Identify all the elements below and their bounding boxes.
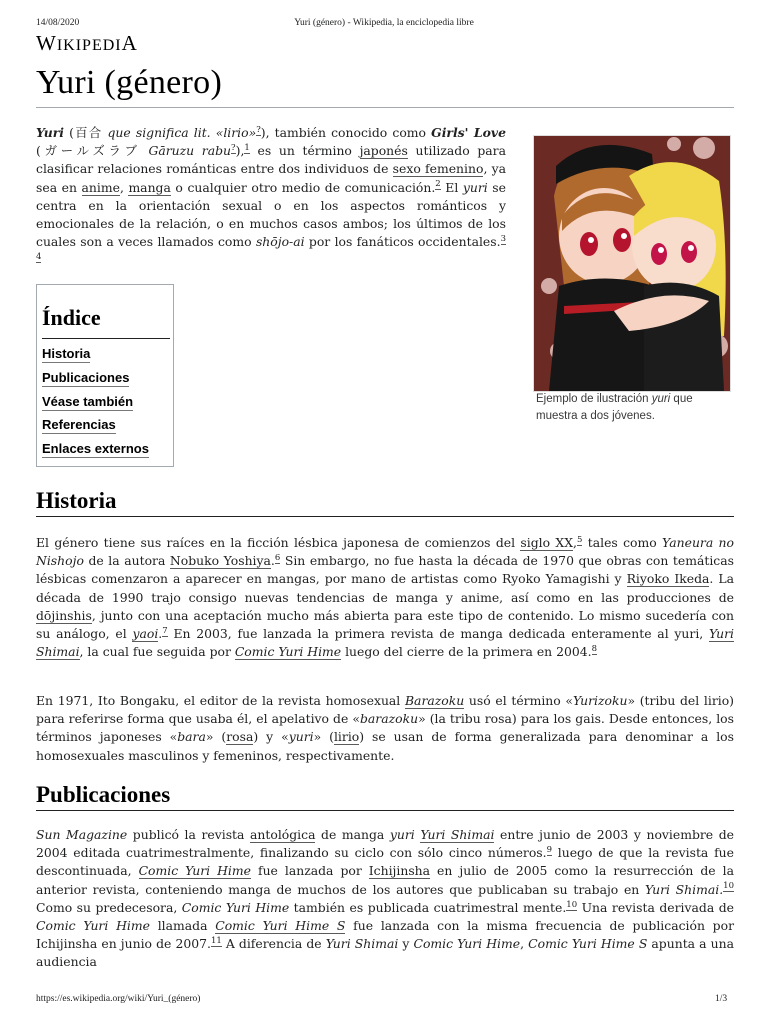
- heading-publicaciones: Publicaciones: [36, 782, 171, 807]
- logo-letter-a: A: [121, 31, 138, 55]
- toc-divider: [42, 338, 170, 339]
- toc-item-publicaciones[interactable]: Publicaciones: [42, 370, 130, 385]
- ref-10[interactable]: 10: [566, 899, 578, 910]
- text: o cualquier otro medio de comunicación.: [170, 179, 436, 195]
- text: » (: [205, 729, 227, 745]
- link-yuri-shimai[interactable]: Yuri Shimai: [420, 827, 495, 842]
- toc-item-historia[interactable]: Historia: [42, 346, 91, 361]
- term-kanji: 百合: [73, 125, 103, 140]
- ref-9[interactable]: 9: [546, 845, 553, 856]
- text: y: [398, 936, 414, 952]
- text: llamada: [149, 918, 216, 934]
- link-anime[interactable]: anime: [81, 179, 120, 195]
- text: también es publicada cuatrimestral mente.: [289, 899, 567, 915]
- ref-10[interactable]: 10: [723, 881, 734, 892]
- page-title: Yuri (género): [36, 64, 223, 101]
- caption-text: Ejemplo de ilustración: [536, 393, 652, 405]
- term: bara: [177, 729, 206, 745]
- link-barazoku[interactable]: Barazoku: [404, 693, 465, 708]
- ref-3[interactable]: 3: [500, 234, 506, 245]
- link-antologica[interactable]: antológica: [250, 827, 316, 842]
- print-date: 14/08/2020: [36, 18, 80, 28]
- text: se centra en la orientación sexual o en los aspectos románticos y emocionales de la relación, o en muchos casos ambos; los últimos de los cuales son a veces llamados como: [36, 179, 506, 250]
- work-title: Sun Magazine: [36, 827, 128, 842]
- work-title: Comic Yuri Hime: [181, 899, 290, 915]
- text: fue lanzada con la misma frecuencia de publicación por Ichijinsha en junio de 2007.: [36, 918, 734, 952]
- link-yuri-shimai[interactable]: Yuri Shimai: [36, 626, 734, 660]
- text: tales como: [582, 535, 663, 550]
- caption-term: yuri: [651, 393, 671, 405]
- term: yuri: [389, 827, 415, 842]
- link-comic-yuri-hime[interactable]: Comic Yuri Hime: [234, 644, 342, 660]
- work-title: Yuri Shimai: [325, 936, 399, 952]
- link-comic-yuri-hime-s[interactable]: Comic Yuri Hime S: [215, 918, 346, 934]
- link-lirio[interactable]: lirio: [333, 729, 360, 745]
- text: En 2003, fue lanzada la primera revista de manga dedicada enteramente al yuri,: [167, 626, 710, 642]
- term-yuri: Yuri: [36, 125, 65, 140]
- caption-text: que muestra a dos jóvenes.: [536, 393, 693, 422]
- text: » (la tribu rosa) para los gais. Desde entonces, los términos japoneses «: [36, 711, 734, 745]
- text: . La década de 1990 trajo consigo nuevas tendencias de manga y anime, así como en las producciones de: [36, 571, 734, 605]
- link-dojinshis[interactable]: dōjinshis: [36, 607, 92, 623]
- text: ) y «: [253, 729, 289, 745]
- term-kana: ガールズラブ: [40, 143, 141, 159]
- link-manga[interactable]: manga: [128, 179, 171, 195]
- ref-8[interactable]: 8: [591, 644, 597, 655]
- text: » (: [313, 729, 334, 745]
- toc-title: Índice: [42, 305, 101, 330]
- term-romaji: Gāruzu rabu: [148, 143, 232, 159]
- text: , ya sea en: [36, 161, 507, 195]
- print-url: https://es.wikipedia.org/wiki/Yuri_(género): [36, 994, 201, 1004]
- link-yaoi[interactable]: yaoi: [132, 626, 159, 642]
- term-gloss: que significa lit. «lirio»: [107, 125, 257, 140]
- text: luego del cierre de la primera en 2004.: [341, 644, 592, 660]
- work-title: Yaneura no Nishojo: [36, 535, 735, 569]
- link-ichijinsha[interactable]: Ichijinsha: [368, 863, 431, 879]
- text: apunta a una audiencia: [36, 936, 734, 970]
- work-title: Yuri Shimai.: [645, 881, 724, 897]
- publicaciones-paragraph-1: [36, 826, 734, 972]
- text: ,: [119, 179, 129, 195]
- work-title: Comic Yuri Hime: [413, 936, 521, 952]
- link-siglo-xx[interactable]: siglo XX: [520, 535, 574, 550]
- ref-2[interactable]: 2: [435, 179, 441, 190]
- work-title: Comic Yuri Hime: [36, 918, 150, 934]
- text: , también conocido como: [265, 125, 432, 140]
- term: yuri: [288, 729, 314, 745]
- text: en julio de 2005 como la resurrección de la anterior revista, conteniendo manga de muchos de los autores que publicaban su trabajo en: [36, 863, 734, 897]
- text: utilizado para clasificar relaciones románticas entre dos individuos de: [36, 143, 506, 177]
- text: de manga: [315, 827, 390, 842]
- ref-6[interactable]: 6: [274, 553, 281, 564]
- link-comic-yuri-hime[interactable]: Comic Yuri Hime: [138, 863, 251, 879]
- ref-1[interactable]: 1: [244, 143, 250, 154]
- toc-item-vease-tambien[interactable]: Véase también: [42, 394, 134, 409]
- link-sexo-femenino[interactable]: sexo femenino: [392, 161, 484, 177]
- text: entre junio de 2003 y noviembre de 2004 editada cuatrimestralmente, finalizando su ciclo con sólo cinco números.: [36, 827, 734, 861]
- ref-7[interactable]: 7: [162, 625, 168, 636]
- text: En 1971, Ito Bongaku, el editor de la revista homosexual: [36, 693, 405, 708]
- table-of-contents: [36, 284, 174, 467]
- term-yuri: yuri: [462, 179, 488, 195]
- print-page-title: Yuri (género) - Wikipedia, la enciclopedia libre: [294, 18, 474, 28]
- text: publicó la revista: [127, 827, 251, 842]
- text: es un término: [249, 143, 360, 159]
- text: fue lanzada por: [250, 863, 369, 879]
- heading-divider: [36, 810, 734, 811]
- term-girls-love: Girls' Love: [431, 125, 506, 140]
- ref-11[interactable]: 11: [210, 936, 222, 947]
- text: A diferencia de: [221, 936, 326, 952]
- historia-paragraph-2: [36, 692, 734, 765]
- toc-item-referencias[interactable]: Referencias: [42, 417, 116, 432]
- text: usó el término «: [464, 693, 573, 708]
- work-title: Comic Yuri Hime S: [528, 936, 648, 952]
- term-shojo-ai: shōjo-ai: [255, 234, 305, 250]
- wikipedia-logo[interactable]: [36, 31, 138, 56]
- link-japones[interactable]: japonés: [359, 143, 408, 159]
- link-rosa[interactable]: rosa: [226, 729, 254, 745]
- toc-item-enlaces-externos[interactable]: Enlaces externos: [42, 441, 149, 456]
- ref-help[interactable]: ?: [256, 124, 261, 135]
- text: , junto con una aceptación mucho más abierta para este tipo de contenido. Lo mismo sucedería con su análogo, el: [36, 607, 734, 642]
- logo-letter-w: W: [36, 31, 57, 55]
- illustration-image[interactable]: [533, 135, 731, 392]
- text: de la autora: [83, 553, 170, 569]
- link-nobuko-yoshiya[interactable]: Nobuko Yoshiya: [169, 553, 271, 569]
- text: por los fanáticos occidentales.: [304, 234, 501, 250]
- term: Yurizoku: [573, 693, 628, 708]
- text: ,: [520, 936, 529, 952]
- historia-paragraph-1: El género tiene sus raíces en la ficción lésbica japonesa de comienzos del siglo XX,$^5$ tales como Yaneura no Nishojo de la autora Nobuko Yoshiya.$^6$ Sin embargo, no fue hasta la década de 1970 que obras con temáticas lésbicas comenzaron a aparecer en mangas, por mano de artistas como Ryoko Yamagishi y Riyoko Ikeda. La década de 1990 trajo consigo nuevas tendencias de manga y anime, así como en las producciones de dōjinshis, junto con una aceptación mucho más abierta para este tipo de contenido. Lo mismo sucedería con su análogo, el yaoi.$^7$ En 2003, fue lanzada la primera revista de manga dedicada enteramente al yuri, Yuri Shimai, la cual fue seguida por Comic Yuri Hime luego del cierre de la primera en 2004.$^8$: [36, 534, 735, 660]
- text: Una revista derivada de: [577, 899, 734, 915]
- text: ) se usan de forma generalizada para denominar a los homosexuales masculinos y femeninos, respectivamente.: [36, 729, 735, 763]
- text: » (tribu del lirio) para referirse forma que usaba él, el apelativo de «: [36, 693, 734, 727]
- text: El: [440, 179, 463, 195]
- intro-paragraph: Yuri (百合 que significa lit. «lirio»?), también conocido como Girls' Love (ガールズラブ Gāruzu rabu?),$^1$ es un término japonés utilizado para clasificar relaciones románticas entre dos individuos de sexo femenino, ya sea en anime, manga o cualquier otro medio de comunicación.$^2$ El yuri se centra en la orientación sexual o en los aspectos románticos y emocionales de la relación, o en muchos casos ambos; los últimos de los cuales son a veces llamados como shōjo-ai por los fanáticos occidentales.$^3$ $^4$: [36, 124, 507, 263]
- text: , la cual fue seguida por: [79, 644, 235, 660]
- ref-5[interactable]: 5: [577, 534, 583, 545]
- heading-historia: Historia: [36, 488, 117, 513]
- print-page-number: 1/3: [715, 994, 728, 1004]
- illustration-svg: [534, 136, 730, 391]
- figure-caption: [536, 391, 736, 425]
- title-divider: [36, 107, 734, 108]
- text: Como su predecesora,: [36, 899, 182, 915]
- text: El género tiene sus raíces en la ficción lésbica japonesa de comienzos del: [36, 535, 521, 550]
- ref-help[interactable]: ?: [231, 143, 236, 154]
- heading-divider: [36, 516, 734, 517]
- text: luego de que la revista fue descontinuada,: [36, 845, 734, 879]
- logo-small-caps: IKIPEDI: [56, 37, 122, 54]
- term: barazoku: [359, 711, 419, 727]
- text: Sin embargo, no fue hasta la década de 1970 que obras con temáticas lésbicas comenzaron a aparecer en mangas, por mano de artistas como Ryoko Yamagishi y: [36, 553, 734, 587]
- ref-4[interactable]: 4: [36, 252, 42, 263]
- link-riyoko-ikeda[interactable]: Riyoko Ikeda: [626, 571, 710, 587]
